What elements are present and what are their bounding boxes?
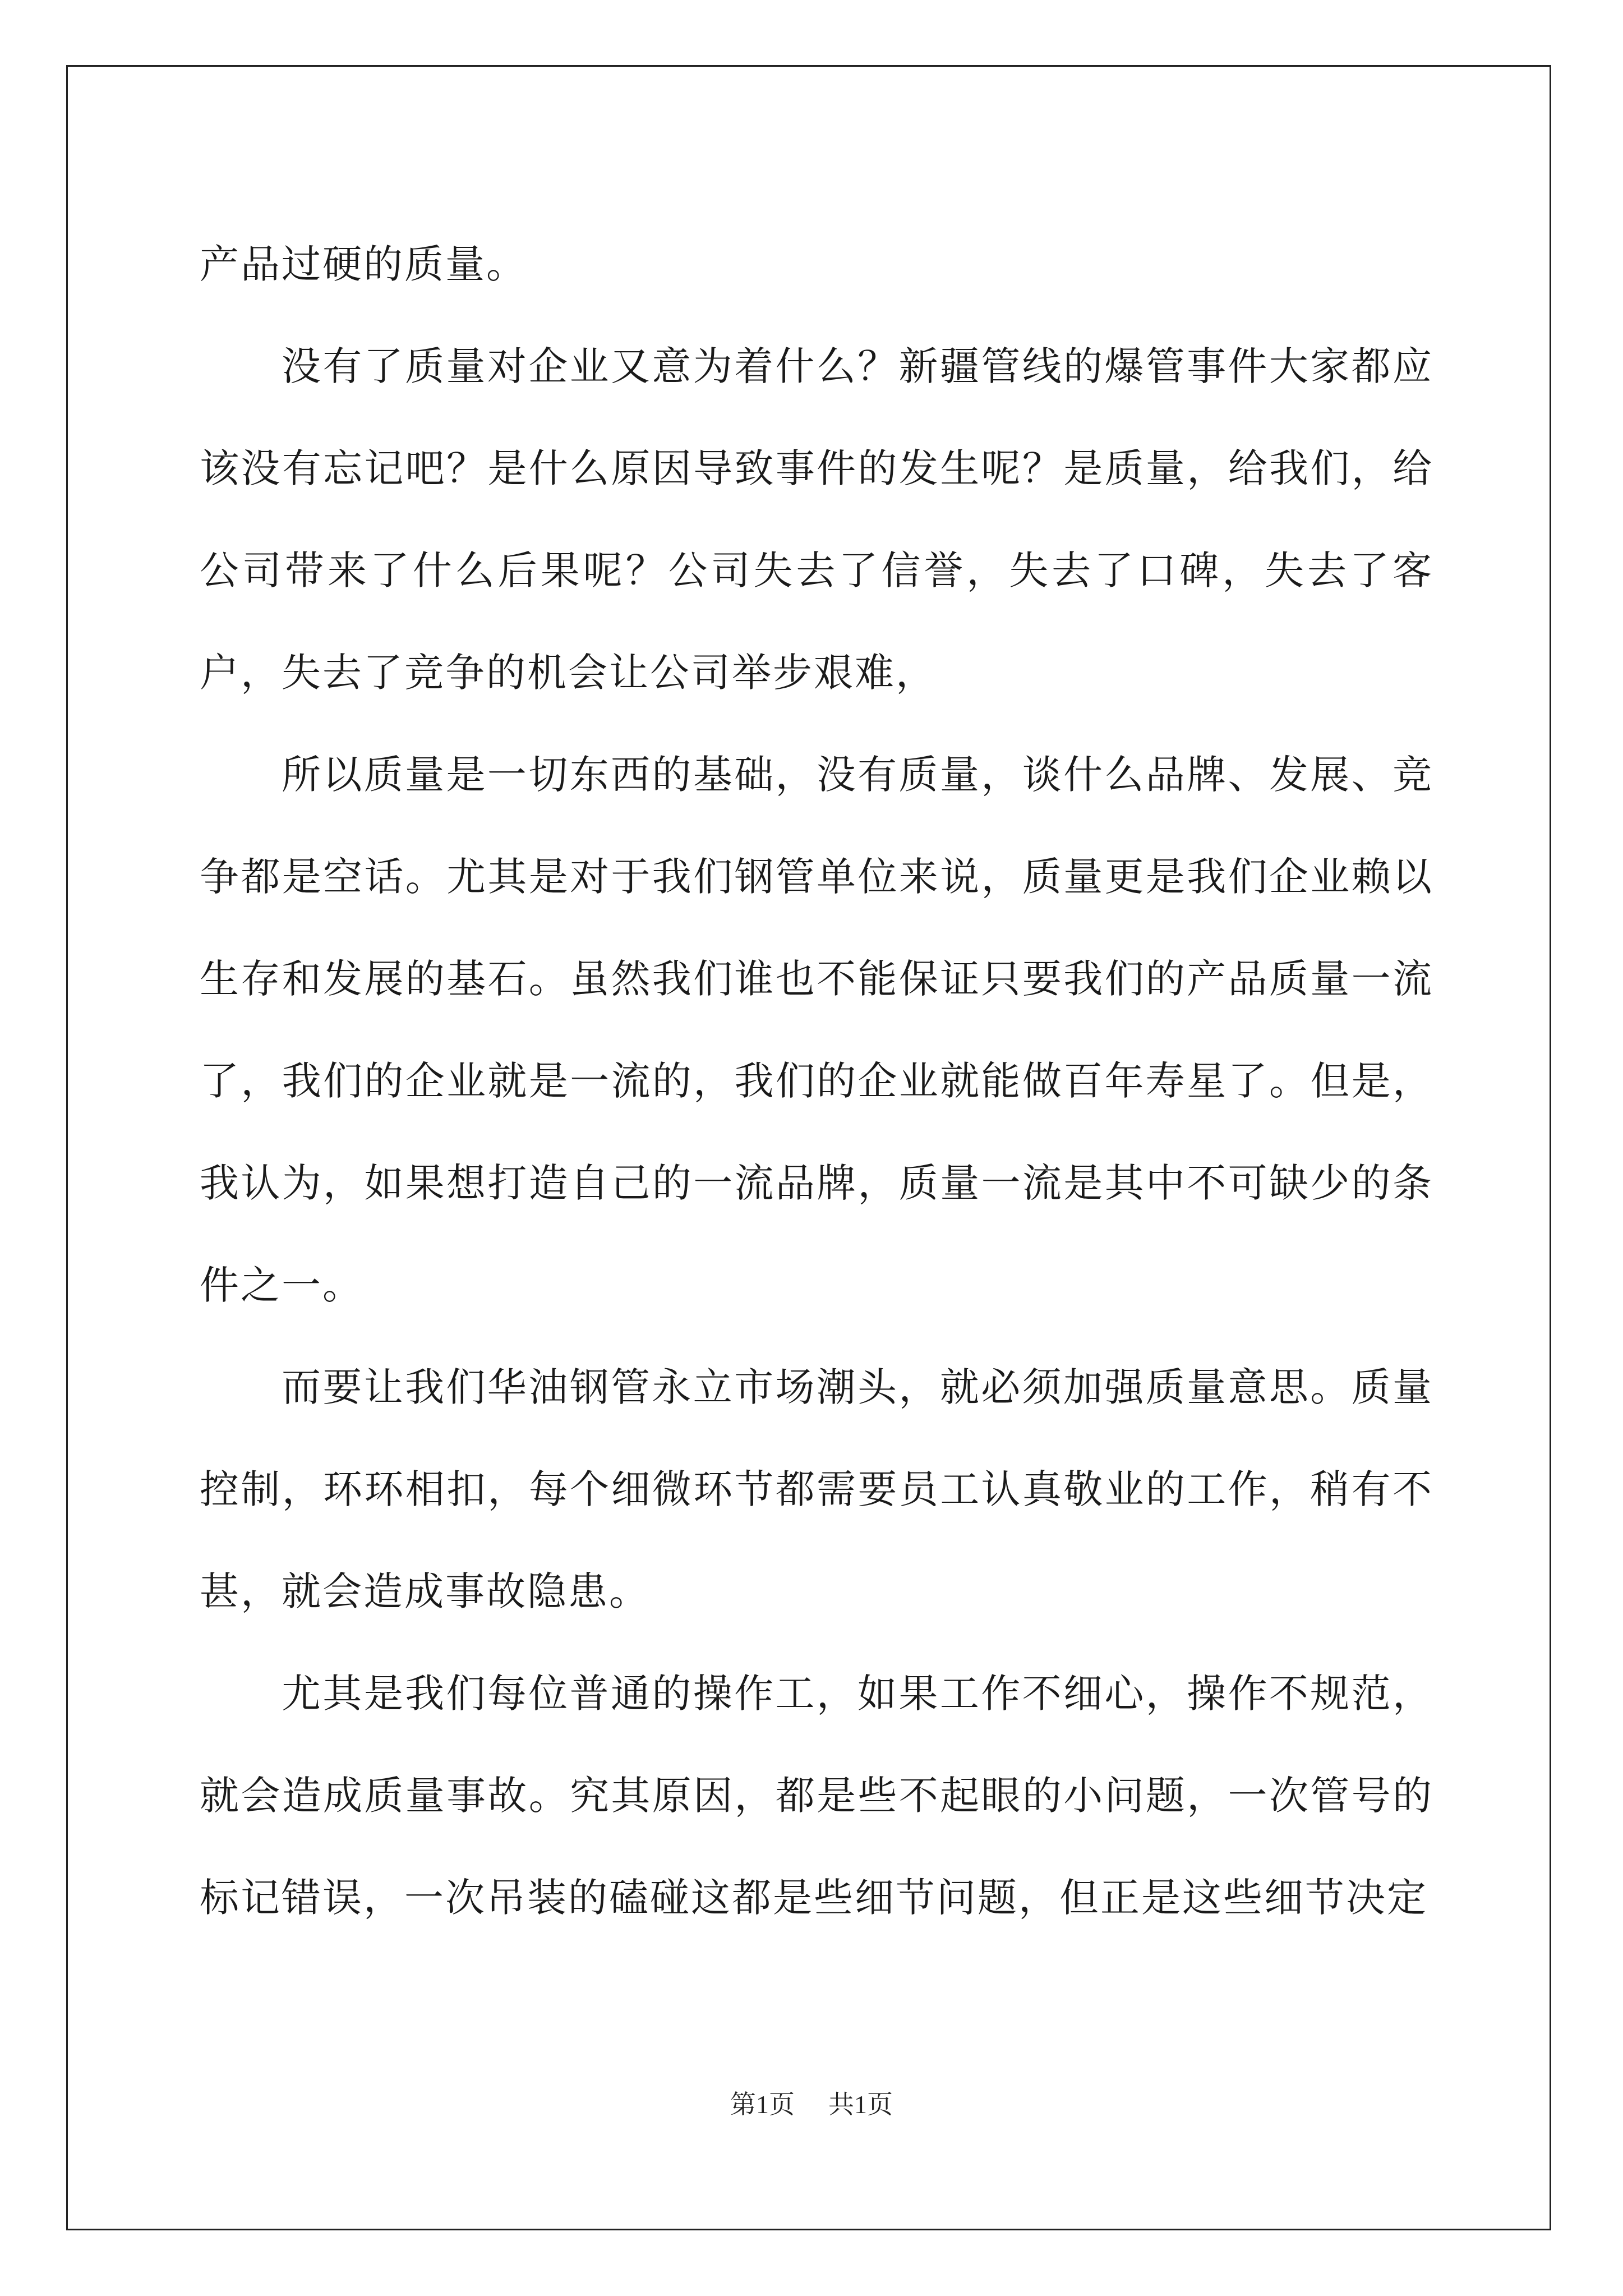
paragraph-3: 所以质量是一切东西的基础，没有质量，谈什么品牌、发展、竞争都是空话。尤其是对于我们钢管单位来说，质量更是我们企业赖以生存和发展的基石。虽然我们谁也不能保证只要我们的产品质量一流了，我们的企业就是一流的，我们的企业就能做百年寿星了。但是，我认为，如果想打造自己的一流品牌，质量一流是其中不可缺少的条件之一。 xyxy=(200,752,1433,1308)
document-body xyxy=(200,213,1433,1949)
page-total: 共1页 xyxy=(828,2090,893,2119)
paragraph-5: 尤其是我们每位普通的操作工，如果工作不细心，操作不规范，就会造成质量事故。究其原因，都是些不起眼的小问题，一次管号的标记错误，一次吊装的磕碰这都是些细节问题，但正是这些细节决定 xyxy=(200,1671,1433,1921)
page-footer xyxy=(0,2088,1623,2122)
paragraph-4: 而要让我们华油钢管永立市场潮头，就必须加强质量意思。质量控制，环环相扣，每个细微环节都需要员工认真敬业的工作，稍有不甚，就会造成事故隐患。 xyxy=(200,1364,1433,1614)
page-number: 第1页 xyxy=(730,2090,795,2119)
paragraph-1: 产品过硬的质量。 xyxy=(200,241,527,287)
paragraph-2: 没有了质量对企业又意为着什么？新疆管线的爆管事件大家都应该没有忘记吧？是什么原因导致事件的发生呢？是质量，给我们，给公司带来了什么后果呢？公司失去了信誉，失去了口碑，失去了客户，失去了竞争的机会让公司举步艰难， xyxy=(200,343,1433,696)
